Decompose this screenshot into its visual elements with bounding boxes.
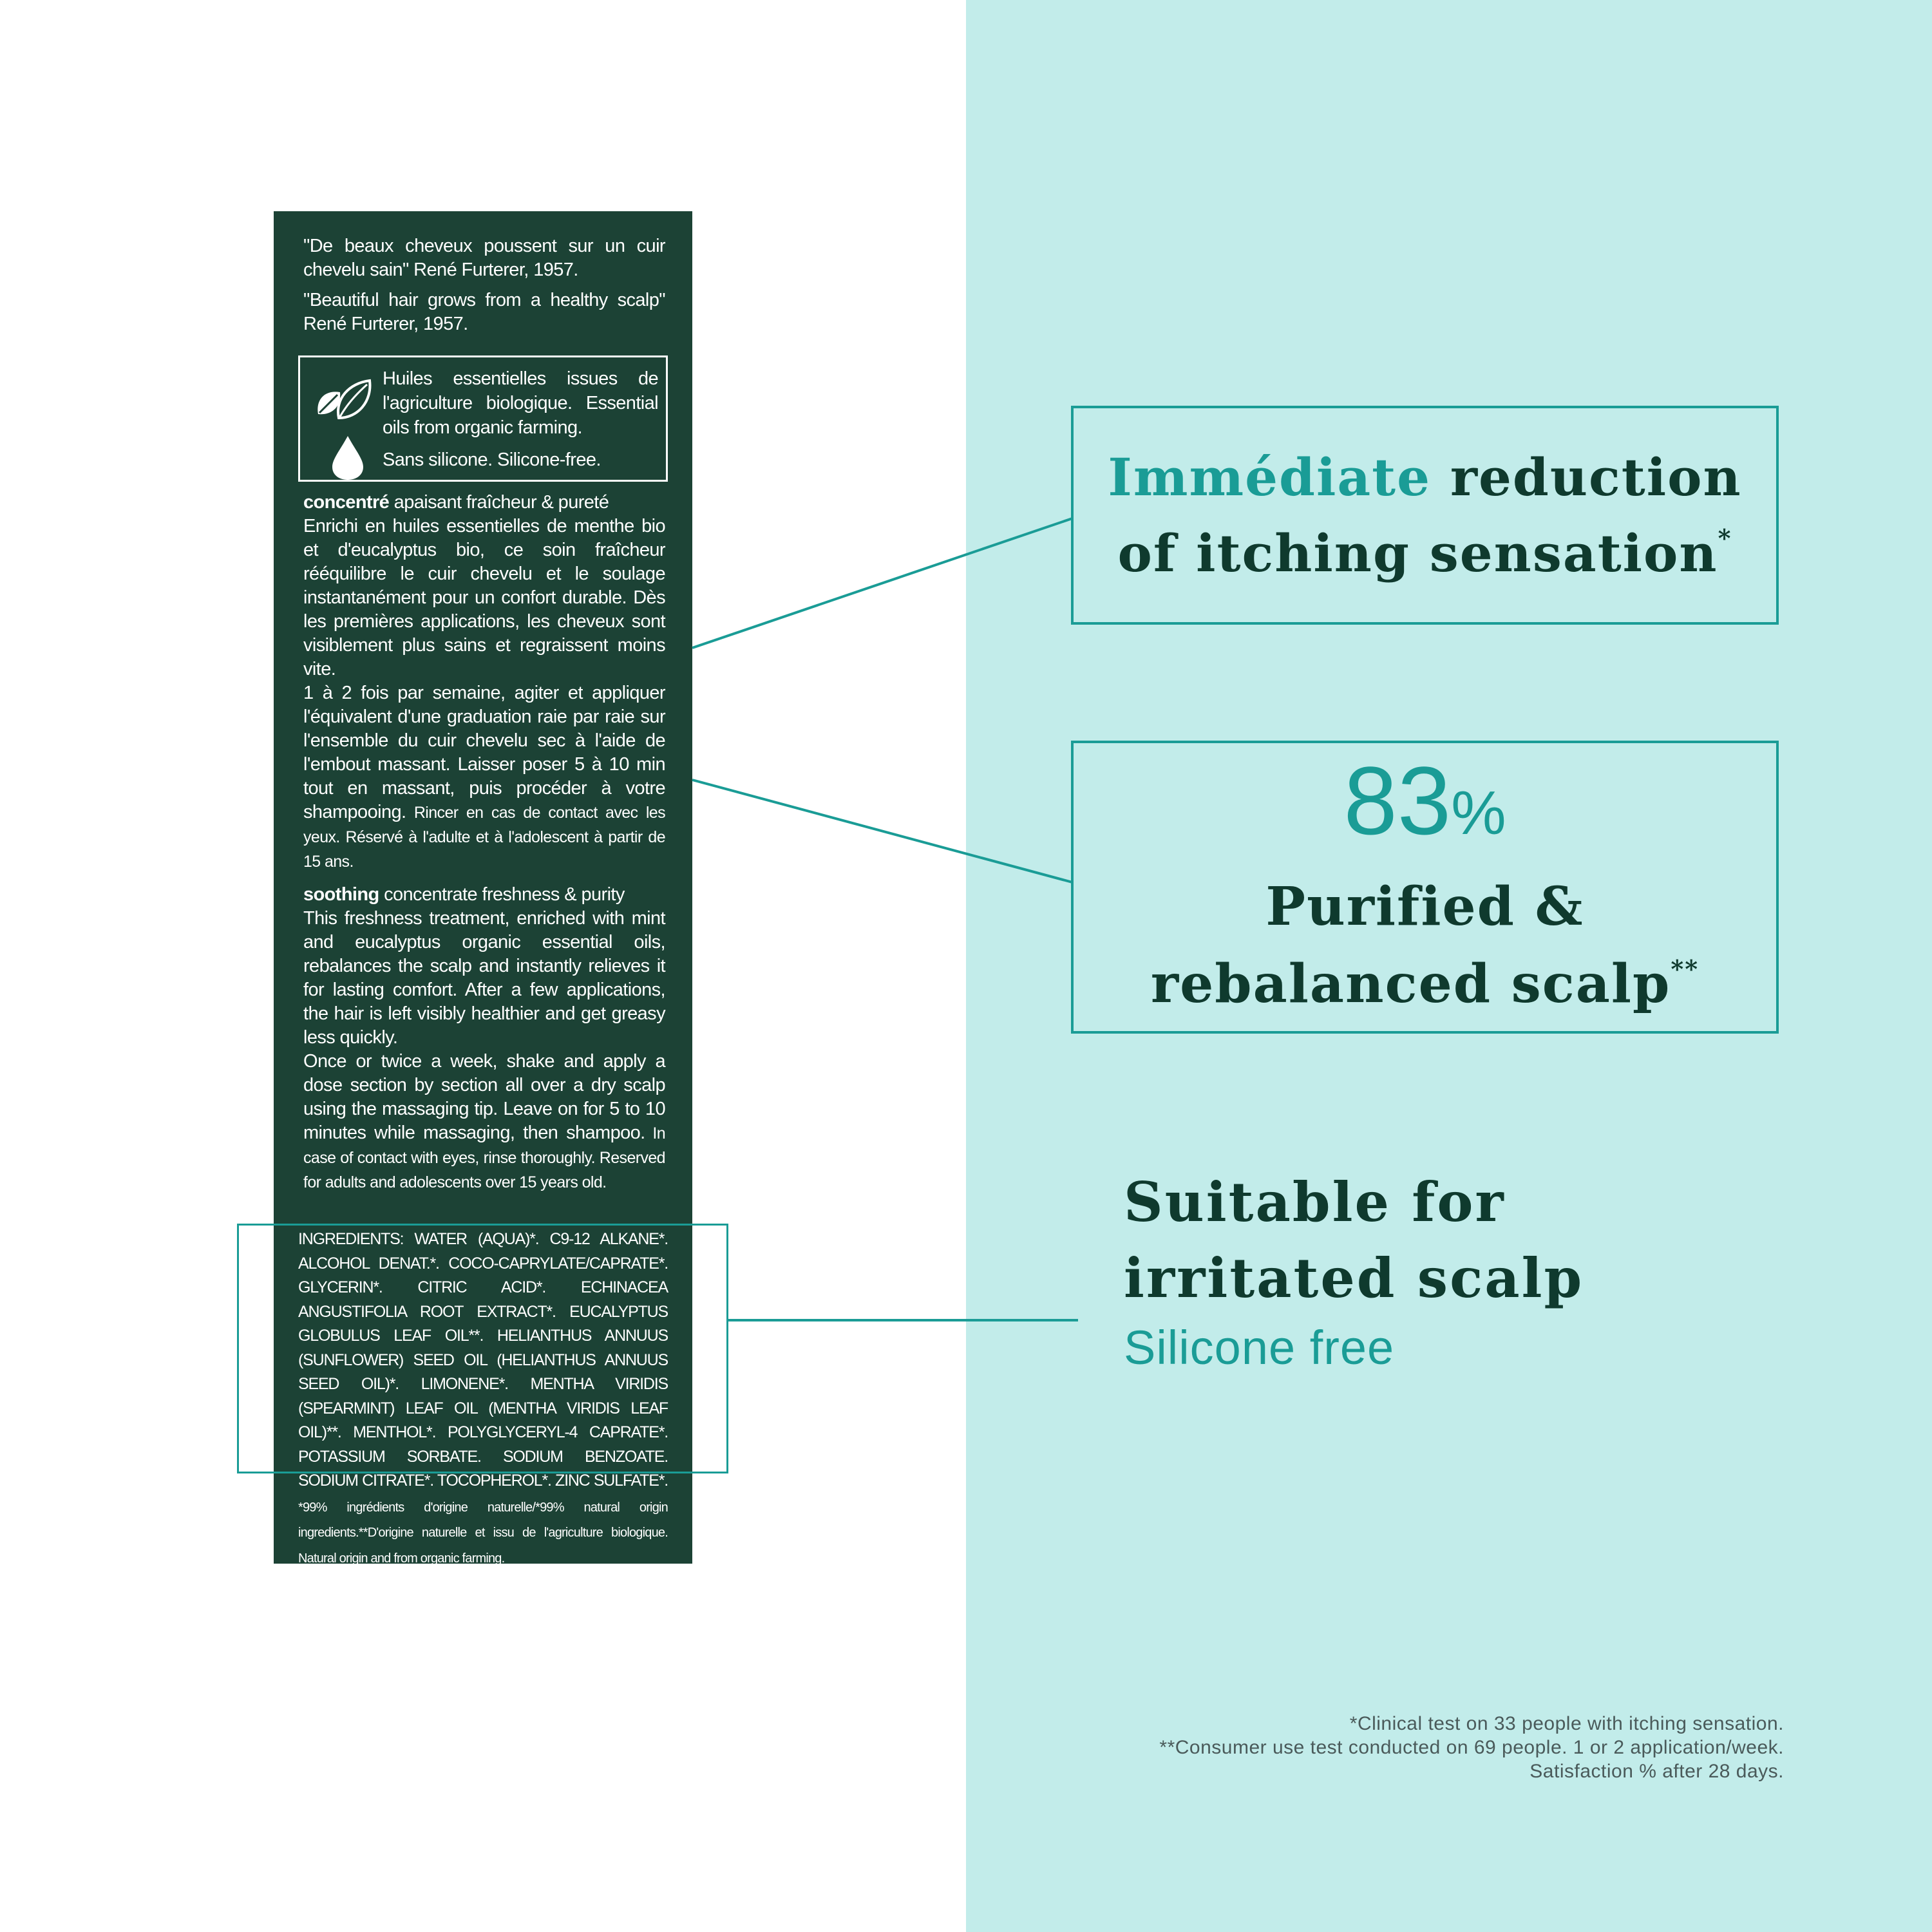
english-title-rest: concentrate freshness & purity — [379, 884, 625, 905]
callout-1-line-2 — [1118, 515, 1732, 591]
callout-1-accent: Immédiate — [1108, 447, 1432, 507]
french-body: Enrichi en huiles essentielles de menthe bio et d'eucalyptus bio, ce soin fraîcheur rééquilibre le cuir chevelu et le soulage instantanément pour un confort durable. Dès les premières applications, les cheveux sont visiblement plus sains et regraissent moins vite. — [303, 516, 665, 679]
callout-2-line-1: Purified & — [1265, 875, 1584, 938]
english-usage-text: Once or twice a week, shake and apply a dose section by section all over a dry scalp using the massaging tip. Leave on for 5 to 10 minutes while massaging, then shampoo. — [303, 1051, 665, 1143]
eco-info-box — [298, 355, 668, 482]
quote-french: "De beaux cheveux poussent sur un cuir chevelu sain" René Furterer, 1957. — [303, 236, 665, 280]
english-usage — [303, 1050, 665, 1195]
french-title-bold: concentré — [303, 492, 390, 513]
callout-1-line-1 — [1108, 439, 1741, 515]
french-usage — [303, 681, 665, 874]
french-usage-text: 1 à 2 fois par semaine, agiter et appliquer l'équivalent d'une graduation raie par raie sur l'ensemble du cuir chevelu sec à l'aide de l'embout massant. Laisser poser 5 à 10 min tout en massant, puis procéder à votre shampooing. — [303, 683, 665, 822]
quote-english: "Beautiful hair grows from a healthy scalp" René Furterer, 1957. — [303, 290, 665, 334]
eco-icons — [313, 366, 383, 480]
english-title — [303, 883, 665, 907]
callout-1-line-2-text: of itching sensation — [1117, 523, 1718, 583]
callout-itching-reduction — [1071, 406, 1779, 625]
stat-percentage — [1343, 746, 1506, 862]
english-body: This freshness treatment, enriched with mint and eucalyptus organic essential oils, rebalances the scalp and instantly relieves it for lasting comfort. After a few applications, the hair is left visibly healthier and get greasy less quickly. — [303, 908, 665, 1048]
callout-2-line-2-text: rebalanced scalp — [1150, 952, 1671, 1015]
silicone-free-text: Sans silicone. Silicone-free. — [383, 450, 601, 470]
ingredients-note: *99% ingrédients d'origine naturelle/*99% natural origin ingredients.**D'origine naturelle et issu de l'agriculture biologique. Natural origin and from organic farming. — [298, 1500, 668, 1566]
callout-1-footnote-mark: * — [1718, 524, 1732, 553]
callout-purified-scalp — [1071, 741, 1779, 1034]
stat-number: 83 — [1343, 746, 1452, 855]
callout-3-line-1: Suitable for — [1124, 1170, 1506, 1234]
french-title-rest: apaisant fraîcheur & pureté — [389, 492, 609, 513]
ingredients-highlight-frame — [237, 1224, 728, 1473]
callout-irritated-scalp — [1124, 1164, 1897, 1377]
leaves-icon — [313, 375, 375, 427]
english-warning: In case of contact with eyes, rinse thoroughly. Reserved for adults and adolescents over 15 years old. — [303, 1124, 666, 1191]
silicone-free-subtitle: Silicone free — [1124, 1321, 1395, 1374]
french-title — [303, 491, 665, 515]
footnotes — [1159, 1712, 1784, 1783]
callout-1-rest: reduction — [1431, 447, 1742, 507]
organic-oils-text: Huiles essentielles issues de l'agriculture biologique. Essential oils from organic farming. — [383, 368, 658, 438]
footnote-2: **Consumer use test conducted on 69 people. 1 or 2 application/week. — [1159, 1737, 1784, 1758]
stat-unit: % — [1451, 778, 1506, 848]
footnote-3: Satisfaction % after 28 days. — [1530, 1761, 1784, 1782]
drop-icon — [328, 435, 367, 481]
english-title-bold: soothing — [303, 884, 379, 905]
eco-text — [383, 366, 658, 480]
callout-3-line-2: irritated scalp — [1124, 1246, 1584, 1310]
callout-2-line-2 — [1151, 945, 1699, 1023]
french-warning: Rincer en cas de contact avec les yeux. Réservé à l'adulte et à l'adolescent à partir de 15 ans. — [303, 804, 665, 871]
ingredients-text: INGREDIENTS: WATER (AQUA)*. C9-12 ALKANE*. ALCOHOL DENAT.*. COCO-CAPRYLATE/CAPRATE*. GLYCERIN*. CITRIC ACID*. ECHINACEA ANGUSTIFOLIA ROOT EXTRACT*. EUCALYPTUS GLOBULUS LEAF OIL**. HELIANTHUS ANNUUS (SUNFLOWER) SEED OIL (HELIANTHUS ANNUUS SEED OIL)*. LIMONENE*. MENTHA VIRIDIS (SPEARMINT) LEAF OIL (MENTHA VIRIDIS LEAF OIL)**. MENTHOL*. POLYGLYCERYL-4 CAPRATE*. POTASSIUM SORBATE. SODIUM BENZOATE. SODIUM CITRATE*. TOCOPHEROL*. ZINC SULFATE*. — [298, 1230, 668, 1490]
callout-2-footnote-mark: ** — [1671, 954, 1700, 983]
footnote-1: *Clinical test on 33 people with itching sensation. — [1349, 1713, 1784, 1734]
